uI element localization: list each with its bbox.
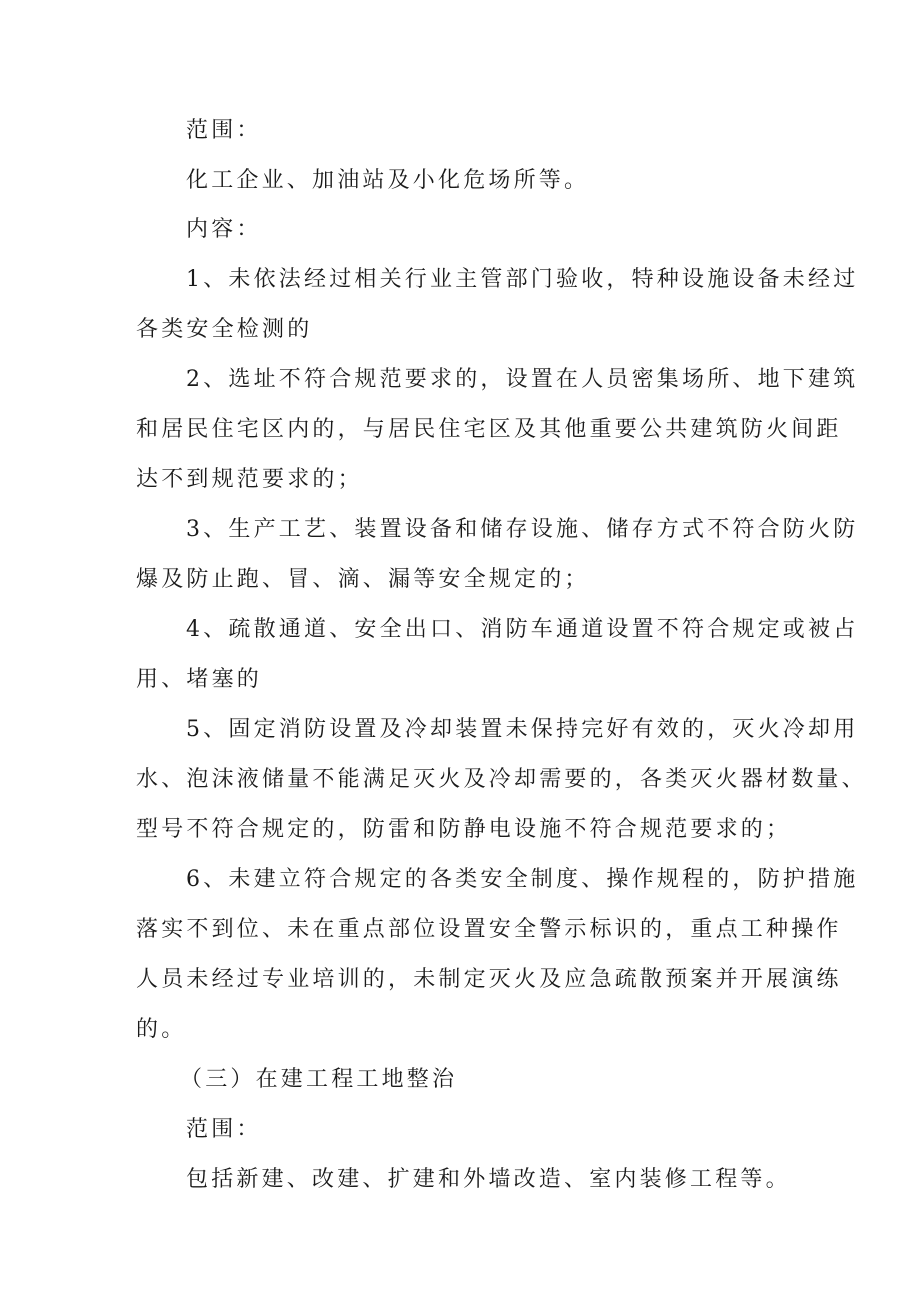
item-3-line-2: 爆及防止跑、冒、滴、漏等安全规定的； bbox=[136, 567, 590, 592]
item-4-line-1: 4、疏散通道、安全出口、消防车通道设置不符合规定或被占 bbox=[186, 617, 859, 642]
content-label: 内容： bbox=[186, 217, 262, 242]
item-1-line-2: 各类安全检测的 bbox=[136, 317, 313, 342]
scope-text: 包括新建、改建、扩建和外墙改造、室内装修工程等。 bbox=[186, 1167, 791, 1192]
scope-label: 范围： bbox=[186, 1117, 262, 1142]
item-2-line-2: 和居民住宅区内的，与居民住宅区及其他重要公共建筑防火间距 bbox=[136, 417, 842, 442]
item-5-line-3: 型号不符合规定的，防雷和防静电设施不符合规范要求的； bbox=[136, 817, 792, 842]
item-6-line-2: 落实不到位、未在重点部位设置安全警示标识的，重点工种操作 bbox=[136, 917, 842, 942]
item-2-line-1: 2、选址不符合规范要求的，设置在人员密集场所、地下建筑 bbox=[186, 367, 859, 392]
item-6-line-1: 6、未建立符合规定的各类安全制度、操作规程的，防护措施 bbox=[186, 867, 859, 892]
scope-label: 范围： bbox=[186, 118, 262, 143]
item-2-line-3: 达不到规范要求的； bbox=[136, 467, 363, 492]
item-3-line-1: 3、生产工艺、装置设备和储存设施、储存方式不符合防火防 bbox=[186, 517, 859, 542]
item-6-line-4: 的。 bbox=[136, 1017, 187, 1042]
item-5-line-2: 水、泡沫液储量不能满足灭火及冷却需要的，各类灭火器材数量、 bbox=[136, 767, 867, 792]
scope-text: 化工企业、加油站及小化危场所等。 bbox=[186, 168, 590, 193]
section-heading: （三）在建工程工地整治 bbox=[180, 1067, 458, 1092]
item-5-line-1: 5、固定消防设置及冷却装置未保持完好有效的，灭火冷却用 bbox=[186, 717, 859, 742]
item-6-line-3: 人员未经过专业培训的，未制定灭火及应急疏散预案并开展演练 bbox=[136, 967, 842, 992]
item-1-line-1: 1、未依法经过相关行业主管部门验收，特种设施设备未经过 bbox=[186, 267, 859, 292]
item-4-line-2: 用、堵塞的 bbox=[136, 667, 263, 692]
